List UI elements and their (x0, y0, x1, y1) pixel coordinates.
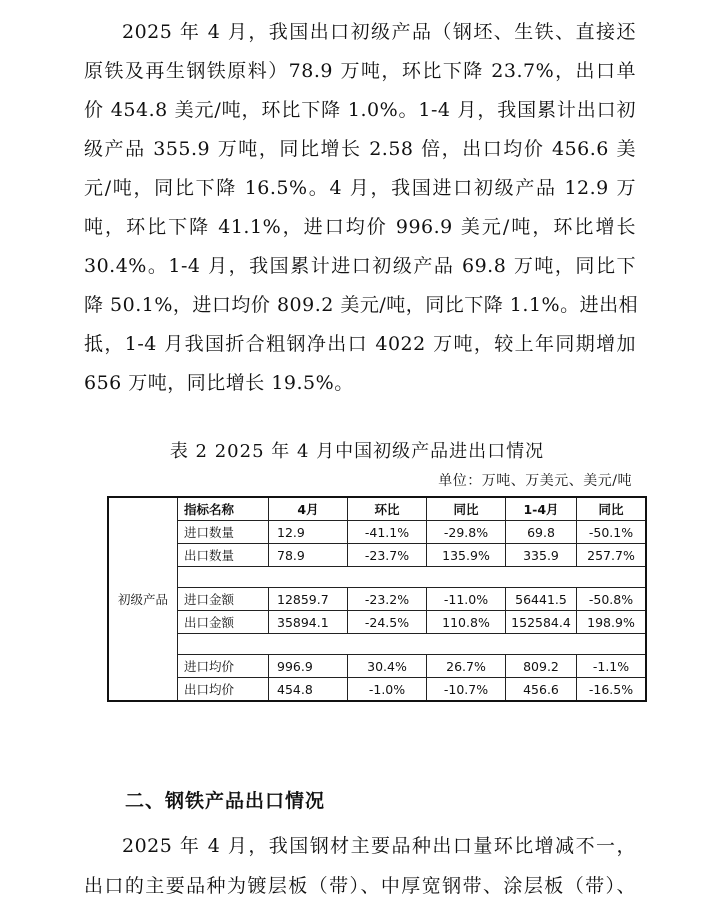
table-cell: -24.5% (348, 611, 427, 634)
row-label: 出口金额 (178, 611, 269, 634)
section-heading: 二、钢铁产品出口情况 (125, 790, 326, 812)
table-cell: 30.4% (348, 655, 427, 678)
table-cell: -50.8% (577, 588, 647, 611)
table-header-row (108, 497, 646, 521)
paragraph-line: 吨，环比下降 41.1%，进口均价 996.9 美元/吨，环比增长 (84, 216, 636, 238)
paragraph-line: 30.4%。1-4 月，我国累计进口初级产品 69.8 万吨，同比下 (84, 255, 636, 277)
table-cell: -11.0% (427, 588, 506, 611)
paragraph-line: 抵，1-4 月我国折合粗钢净出口 4022 万吨，较上年同期增加 (84, 333, 636, 355)
table-cell: 56441.5 (506, 588, 577, 611)
table-cell: -1.0% (348, 678, 427, 702)
table-cell: 110.8% (427, 611, 506, 634)
row-label: 进口数量 (178, 521, 269, 544)
table-cell: 12859.7 (269, 588, 348, 611)
table-cell: 12.9 (269, 521, 348, 544)
table-cell: 135.9% (427, 544, 506, 567)
table-cell: -23.2% (348, 588, 427, 611)
paragraph-line: 原铁及再生钢铁原料）78.9 万吨，环比下降 23.7%，出口单 (84, 60, 636, 82)
paragraph-line: 2025 年 4 月，我国钢材主要品种出口量环比增减不一， (122, 835, 636, 857)
table-row (108, 521, 646, 544)
row-label: 出口数量 (178, 544, 269, 567)
table-cell: 26.7% (427, 655, 506, 678)
table-cell: -41.1% (348, 521, 427, 544)
table-row (108, 655, 646, 678)
row-label: 进口金额 (178, 588, 269, 611)
header-cell: 4月 (269, 497, 348, 521)
table-cell: -16.5% (577, 678, 647, 702)
row-label: 出口均价 (178, 678, 269, 702)
table-cell: -23.7% (348, 544, 427, 567)
table-cell: -10.7% (427, 678, 506, 702)
spacer-cell (178, 634, 647, 655)
table-cell: -50.1% (577, 521, 647, 544)
table-cell: -29.8% (427, 521, 506, 544)
table-cell: 35894.1 (269, 611, 348, 634)
table-caption: 表 2 2025 年 4 月中国初级产品进出口情况 (169, 441, 545, 462)
primary-products-table (107, 496, 647, 702)
header-cell: 环比 (348, 497, 427, 521)
row-label: 进口均价 (178, 655, 269, 678)
paragraph-line: 元/吨，同比下降 16.5%。4 月，我国进口初级产品 12.9 万 (84, 177, 636, 199)
table-cell: 198.9% (577, 611, 647, 634)
paragraph-line: 出口的主要品种为镀层板（带）、中厚宽钢带、涂层板（带）、 (84, 875, 636, 897)
table-cell: 809.2 (506, 655, 577, 678)
table-cell: 996.9 (269, 655, 348, 678)
paragraph-line: 2025 年 4 月，我国出口初级产品（钢坯、生铁、直接还 (122, 21, 636, 43)
spacer-cell (178, 567, 647, 588)
table-cell: 152584.4 (506, 611, 577, 634)
table-row (108, 611, 646, 634)
table-cell: 456.6 (506, 678, 577, 702)
table-row (108, 678, 646, 702)
paragraph-line: 656 万吨，同比增长 19.5%。 (84, 372, 354, 394)
paragraph-line: 降 50.1%，进口均价 809.2 美元/吨，同比下降 1.1%。进出相 (84, 294, 639, 316)
table-unit: 单位：万吨、万美元、美元/吨 (438, 473, 632, 489)
table-cell: 78.9 (269, 544, 348, 567)
header-cell: 1-4月 (506, 497, 577, 521)
table-row (108, 588, 646, 611)
table-cell: 454.8 (269, 678, 348, 702)
table-cell: 69.8 (506, 521, 577, 544)
table-row (108, 544, 646, 567)
header-cell: 同比 (577, 497, 647, 521)
header-cell: 同比 (427, 497, 506, 521)
table-spacer-row (108, 567, 646, 588)
table-spacer-row (108, 634, 646, 655)
category-cell: 初级产品 (108, 497, 178, 701)
paragraph-line: 级产品 355.9 万吨，同比增长 2.58 倍，出口均价 456.6 美 (84, 138, 636, 160)
table-cell: 335.9 (506, 544, 577, 567)
table-cell: -1.1% (577, 655, 647, 678)
table-cell: 257.7% (577, 544, 647, 567)
header-cell: 指标名称 (178, 497, 269, 521)
paragraph-line: 价 454.8 美元/吨，环比下降 1.0%。1-4 月，我国累计出口初 (84, 99, 636, 121)
